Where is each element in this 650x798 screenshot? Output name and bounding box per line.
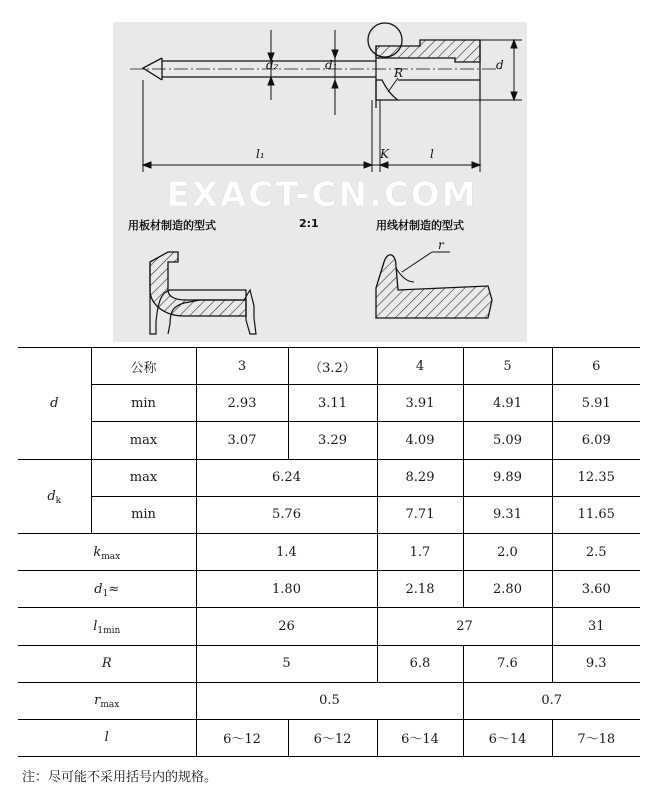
value-cell: 3.60 [552, 571, 640, 608]
value-cell: 9.89 [463, 459, 552, 496]
table-row-header [18, 348, 640, 385]
symbol-kmax: $k_{max}$ [18, 533, 196, 570]
value-cell: 3.07 [196, 422, 288, 459]
value-cell: 2.0 [463, 533, 552, 570]
label-d1: d₁ [325, 58, 338, 72]
value-cell: 12.35 [552, 459, 640, 496]
size-cell: （3.2） [288, 348, 377, 385]
value-cell: 8.29 [377, 459, 463, 496]
value-cell: 6～14 [377, 719, 463, 756]
header-label: 公称 [91, 348, 196, 385]
value-cell: 9.3 [552, 645, 640, 682]
table-row-l [18, 719, 640, 756]
table-row-d-min [18, 385, 640, 422]
row-label: max [91, 422, 196, 459]
label-l1: l₁ [256, 147, 265, 161]
value-cell: 5.91 [552, 385, 640, 422]
symbol-d1: $d_1\approx$ [18, 571, 196, 608]
table-row-l1min [18, 608, 640, 645]
value-cell: 6.09 [552, 422, 640, 459]
value-cell: 7～18 [552, 719, 640, 756]
symbol-l: l [18, 719, 196, 756]
value-cell: 6～12 [196, 719, 288, 756]
size-cell: 5 [463, 348, 552, 385]
value-cell: 5.76 [196, 496, 377, 533]
value-cell: 7.6 [463, 645, 552, 682]
symbol-dk: $d_k$ [18, 459, 91, 533]
symbol-R: R [18, 645, 196, 682]
value-cell: 3.11 [288, 385, 377, 422]
label-d2: d₂ [266, 58, 279, 72]
label-d: d [496, 58, 504, 72]
symbol-d: d [18, 348, 91, 460]
label-l: l [430, 147, 434, 161]
row-label: min [91, 385, 196, 422]
size-cell: 6 [552, 348, 640, 385]
value-cell: 9.31 [463, 496, 552, 533]
table-row-d1 [18, 571, 640, 608]
value-cell: 27 [377, 608, 552, 645]
value-cell: 4.91 [463, 385, 552, 422]
value-cell: 11.65 [552, 496, 640, 533]
caption-scale: 2:1 [299, 217, 319, 230]
specification-table [18, 347, 640, 757]
table-row-dk-max [18, 459, 640, 496]
value-cell: 3.29 [288, 422, 377, 459]
value-cell: 2.5 [552, 533, 640, 570]
value-cell: 5 [196, 645, 377, 682]
value-cell: 1.4 [196, 533, 377, 570]
caption-wire-form: 用线材制造的型式 [376, 219, 464, 232]
table-row-rmax [18, 682, 640, 719]
row-label: max [91, 459, 196, 496]
value-cell: 5.09 [463, 422, 552, 459]
rivet-drawing [0, 0, 650, 345]
size-cell: 3 [196, 348, 288, 385]
value-cell: 4.09 [377, 422, 463, 459]
value-cell: 2.80 [463, 571, 552, 608]
value-cell: 31 [552, 608, 640, 645]
technical-drawing-svg [0, 0, 650, 345]
label-r: r [438, 238, 444, 252]
caption-plate-form: 用板材制造的型式 [128, 219, 216, 232]
table-row-R [18, 645, 640, 682]
footnote: 注：尽可能不采用括号内的规格。 [22, 770, 218, 785]
value-cell: 2.93 [196, 385, 288, 422]
size-cell: 4 [377, 348, 463, 385]
value-cell: 1.80 [196, 571, 377, 608]
value-cell: 6.24 [196, 459, 377, 496]
value-cell: 26 [196, 608, 377, 645]
symbol-rmax: $r_{max}$ [18, 682, 196, 719]
value-cell: 7.71 [377, 496, 463, 533]
label-K: K [380, 147, 389, 161]
value-cell: 3.91 [377, 385, 463, 422]
label-R: R [394, 66, 404, 80]
row-label: min [91, 496, 196, 533]
value-cell: 1.7 [377, 533, 463, 570]
value-cell: 0.5 [196, 682, 463, 719]
table-row-d-max [18, 422, 640, 459]
value-cell: 6～14 [463, 719, 552, 756]
value-cell: 2.18 [377, 571, 463, 608]
value-cell: 6～12 [288, 719, 377, 756]
watermark: EXACT-CN.COM [166, 175, 478, 215]
value-cell: 0.7 [463, 682, 640, 719]
table-row-dk-min [18, 496, 640, 533]
value-cell: 6.8 [377, 645, 463, 682]
table-row-kmax [18, 533, 640, 570]
symbol-l1min: $l_{1min}$ [18, 608, 196, 645]
